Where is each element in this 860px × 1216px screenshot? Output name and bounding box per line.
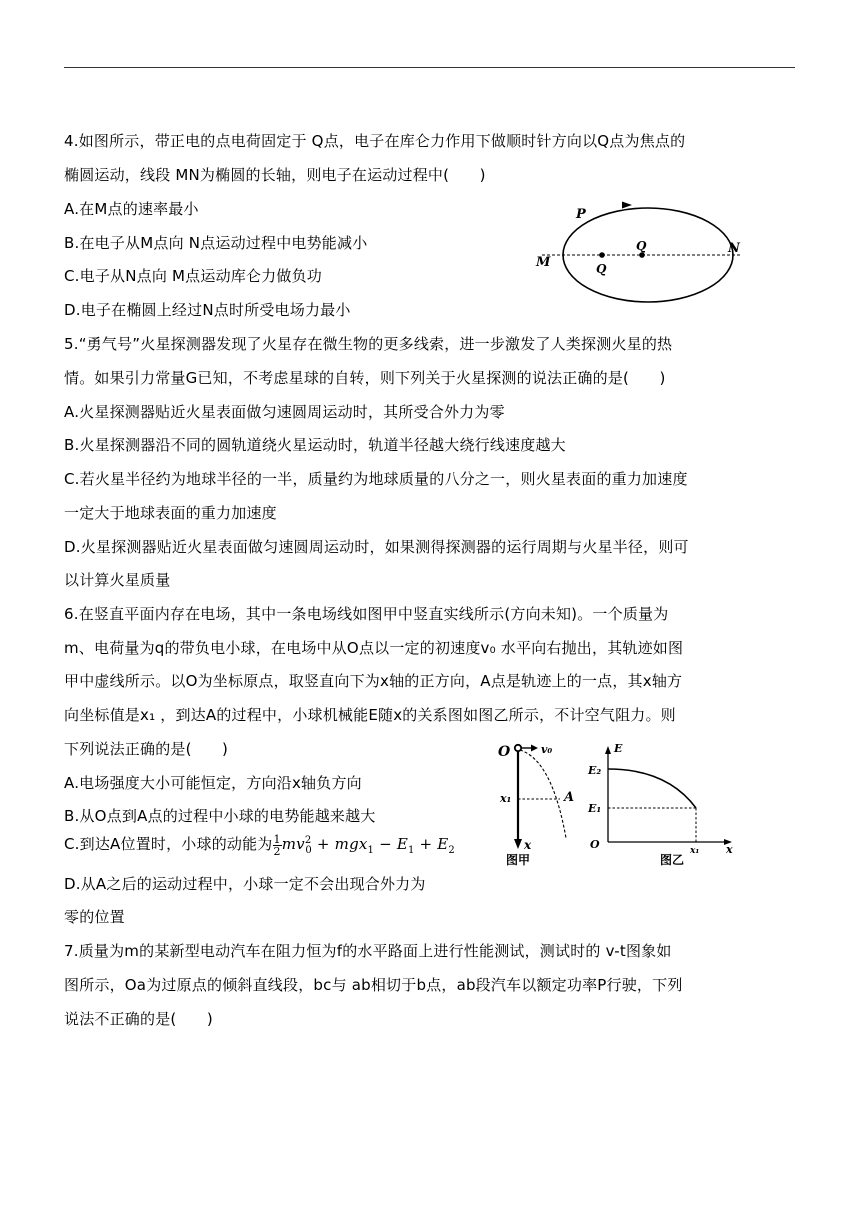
q5-option-c-line1: C.若火星半径约为地球半径的一半，质量约为地球质量的八分之一，则火星表面的重力加速度 bbox=[64, 470, 688, 488]
axis-E-arrow-icon bbox=[605, 746, 611, 754]
q5-stem-line2: 情。如果引力常量G已知，不考虑星球的自转，则下列关于火星探测的说法正确的是( ) bbox=[64, 369, 666, 387]
q4-ellipse-figure bbox=[530, 200, 750, 310]
caption-yi: 图乙 bbox=[660, 853, 685, 867]
q5-option-d-line1: D.火星探测器贴近火星表面做匀速圆周运动时，如果测得探测器的运行周期与火星半径，则可 bbox=[64, 538, 689, 556]
label-x: x bbox=[524, 838, 532, 852]
point-left-dot bbox=[599, 252, 605, 258]
clockwise-arrow-icon bbox=[622, 202, 632, 209]
caption-jia: 图甲 bbox=[506, 853, 531, 867]
label-E1: E₁ bbox=[588, 802, 602, 815]
label-N: N bbox=[728, 241, 740, 256]
q4-option-b: B.在电子从M点向 N点运动过程中电势能减小 bbox=[64, 234, 368, 252]
q4-stem-line1: 4.如图所示，带正电的点电荷固定于 Q点，电子在库仑力作用下做顺时针方向以Q点为焦点的 bbox=[64, 132, 686, 150]
q4-option-c: C.电子从N点向 M点运动库仑力做负功 bbox=[64, 267, 322, 285]
x-axis-arrow-icon bbox=[514, 839, 522, 849]
v0-arrow-icon bbox=[531, 745, 538, 752]
q4-option-a: A.在M点的速率最小 bbox=[64, 200, 199, 218]
label-E: E bbox=[614, 742, 623, 755]
q6-option-c-formula: $\frac{1}{2}$ $mv^2_0 + mgx_1 - E_1 + E_2$ bbox=[273, 832, 455, 858]
q6-stem-line2: m、电荷量为q的带负电小球，在电场中从O点以一定的初速度v₀ 水平向右抛出，其轨迹如图 bbox=[64, 639, 684, 657]
label-Q-lower: Q bbox=[596, 262, 607, 276]
label-E2: E₂ bbox=[588, 764, 602, 777]
q6-option-d-line2: 零的位置 bbox=[64, 908, 125, 926]
label-O: O bbox=[498, 744, 511, 760]
label-P: P bbox=[576, 207, 586, 222]
q6-stem-line1: 6.在竖直平面内存在电场，其中一条电场线如图甲中竖直实线所示(方向未知)。一个质量为 bbox=[64, 605, 669, 623]
q7-stem-line2: 图所示，Oa为过原点的倾斜直线段，bc与 ab相切于b点，ab段汽车以额定功率P行驶，下列 bbox=[64, 976, 683, 994]
header-rule bbox=[64, 67, 795, 68]
q6-option-c bbox=[64, 829, 455, 863]
q5-option-a: A.火星探测器贴近火星表面做匀速圆周运动时，其所受合外力为零 bbox=[64, 403, 505, 421]
q6-figure-yi bbox=[582, 740, 738, 870]
q5-stem-line1: 5.“勇气号”火星探测器发现了火星存在微生物的更多线索，进一步激发了人类探测火星的热 bbox=[64, 335, 673, 353]
q6-option-d-line1: D.从A之后的运动过程中，小球一定不会出现合外力为 bbox=[64, 875, 426, 893]
q6-stem-line4: 向坐标值是x₁ ，到达A的过程中，小球机械能E随x的关系图如图乙所示，不计空气阻力。则 bbox=[64, 706, 676, 724]
q5-option-d-line2: 以计算火星质量 bbox=[64, 571, 171, 589]
label-x1: x₁ bbox=[690, 846, 700, 856]
q7-stem-line1: 7.质量为m的某新型电动汽车在阻力恒为f的水平路面上进行性能测试，测试时的 v-t图象如 bbox=[64, 942, 672, 960]
label-x: x bbox=[726, 843, 733, 856]
q6-option-c-prefix: C.到达A位置时，小球的动能为 bbox=[64, 835, 273, 853]
energy-curve bbox=[608, 769, 696, 808]
label-Q-upper: Q bbox=[636, 239, 647, 253]
q6-stem-line3: 甲中虚线所示。以O为坐标原点，取竖直向下为x轴的正方向，A点是轨迹上的一点，其x轴方 bbox=[64, 672, 683, 690]
q4-option-d: D.电子在椭圆上经过N点时所受电场力最小 bbox=[64, 301, 351, 319]
q6-stem-line5: 下列说法正确的是( ) bbox=[64, 740, 229, 758]
q4-stem-line2: 椭圆运动，线段 MN为椭圆的长轴，则电子在运动过程中( ) bbox=[64, 166, 486, 184]
q7-stem-line3: 说法不正确的是( ) bbox=[64, 1010, 213, 1028]
q5-option-b: B.火星探测器沿不同的圆轨道绕火星运动时，轨道半径越大绕行线速度越大 bbox=[64, 436, 566, 454]
q5-option-c-line2: 一定大于地球表面的重力加速度 bbox=[64, 504, 277, 522]
q6-option-a: A.电场强度大小可能恒定，方向沿x轴负方向 bbox=[64, 774, 362, 792]
trajectory-dashed bbox=[520, 750, 566, 838]
label-O: O bbox=[590, 838, 600, 851]
label-v0: v₀ bbox=[541, 743, 553, 756]
q6-figure-jia bbox=[494, 738, 594, 870]
label-M: M bbox=[536, 255, 551, 270]
q6-option-b: B.从O点到A点的过程中小球的电势能越来越大 bbox=[64, 807, 376, 825]
label-A: A bbox=[564, 790, 575, 805]
point-Q-dot bbox=[639, 252, 645, 258]
label-x1: x₁ bbox=[500, 792, 512, 805]
